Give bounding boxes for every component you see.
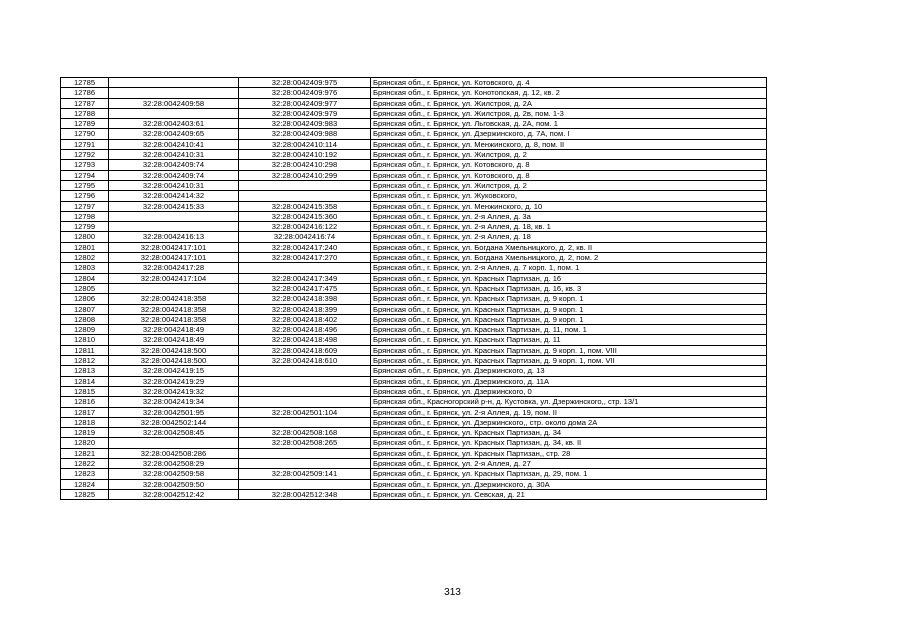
address-cell: Брянская обл., г. Брянск, ул. Красных Партизан, д. 9 корп. 1, пом. VII bbox=[371, 356, 767, 366]
address-cell: Брянская обл., г. Брянск, ул. Красных Партизан, д. 9 корп. 1 bbox=[371, 304, 767, 314]
table-row bbox=[61, 376, 767, 386]
row-number-cell: 12802 bbox=[61, 253, 109, 263]
object-cadastral-number-cell: 32:28:0042409:977 bbox=[239, 98, 371, 108]
land-cadastral-number-cell: 32:28:0042419:34 bbox=[109, 397, 239, 407]
address-cell: Брянская обл., г. Брянск, ул. Красных Партизан, д. 9 корп. 1 bbox=[371, 314, 767, 324]
address-cell: Брянская обл., г. Брянск, ул. 2-я Аллея, д. 27 bbox=[371, 458, 767, 468]
land-cadastral-number-cell: 32:28:0042410:41 bbox=[109, 139, 239, 149]
object-cadastral-number-cell: 32:28:0042415:358 bbox=[239, 201, 371, 211]
object-cadastral-number-cell bbox=[239, 386, 371, 396]
address-cell: Брянская обл., г. Брянск, ул. Богдана Хмельницкого, д. 2, пом. 2 bbox=[371, 253, 767, 263]
object-cadastral-number-cell bbox=[239, 448, 371, 458]
row-number-cell: 12788 bbox=[61, 108, 109, 118]
row-number-cell: 12819 bbox=[61, 428, 109, 438]
object-cadastral-number-cell: 32:28:0042509:141 bbox=[239, 469, 371, 479]
object-cadastral-number-cell: 32:28:0042410:298 bbox=[239, 160, 371, 170]
object-cadastral-number-cell: 32:28:0042415:360 bbox=[239, 211, 371, 221]
row-number-cell: 12789 bbox=[61, 119, 109, 129]
object-cadastral-number-cell: 32:28:0042417:270 bbox=[239, 253, 371, 263]
row-number-cell: 12823 bbox=[61, 469, 109, 479]
land-cadastral-number-cell bbox=[109, 222, 239, 232]
table-row bbox=[61, 438, 767, 448]
row-number-cell: 12825 bbox=[61, 489, 109, 499]
object-cadastral-number-cell bbox=[239, 180, 371, 190]
row-number-cell: 12790 bbox=[61, 129, 109, 139]
row-number-cell: 12814 bbox=[61, 376, 109, 386]
table-row bbox=[61, 222, 767, 232]
land-cadastral-number-cell bbox=[109, 108, 239, 118]
object-cadastral-number-cell: 32:28:0042410:299 bbox=[239, 170, 371, 180]
row-number-cell: 12812 bbox=[61, 356, 109, 366]
land-cadastral-number-cell: 32:28:0042502:144 bbox=[109, 417, 239, 427]
land-cadastral-number-cell bbox=[109, 88, 239, 98]
address-cell: Брянская обл., г. Брянск, ул. Котовского, д. 8 bbox=[371, 160, 767, 170]
row-number-cell: 12820 bbox=[61, 438, 109, 448]
land-cadastral-number-cell: 32:28:0042417:101 bbox=[109, 242, 239, 252]
table-row bbox=[61, 479, 767, 489]
land-cadastral-number-cell: 32:28:0042508:286 bbox=[109, 448, 239, 458]
land-cadastral-number-cell: 32:28:0042410:31 bbox=[109, 150, 239, 160]
land-cadastral-number-cell: 32:28:0042403:61 bbox=[109, 119, 239, 129]
address-cell: Брянская обл., г. Брянск, ул. Менжинского, д. 10 bbox=[371, 201, 767, 211]
object-cadastral-number-cell bbox=[239, 376, 371, 386]
object-cadastral-number-cell: 32:28:0042410:192 bbox=[239, 150, 371, 160]
land-cadastral-number-cell bbox=[109, 211, 239, 221]
table-row bbox=[61, 150, 767, 160]
row-number-cell: 12804 bbox=[61, 273, 109, 283]
row-number-cell: 12821 bbox=[61, 448, 109, 458]
row-number-cell: 12805 bbox=[61, 283, 109, 293]
row-number-cell: 12818 bbox=[61, 417, 109, 427]
table-row bbox=[61, 304, 767, 314]
table-row bbox=[61, 180, 767, 190]
table-row bbox=[61, 129, 767, 139]
land-cadastral-number-cell: 32:28:0042414:32 bbox=[109, 191, 239, 201]
address-cell: Брянская обл., г. Брянск, ул. Дзержинского, д. 30А bbox=[371, 479, 767, 489]
table-row bbox=[61, 345, 767, 355]
row-number-cell: 12796 bbox=[61, 191, 109, 201]
table-row bbox=[61, 428, 767, 438]
address-cell: Брянская обл., г. Брянск, ул. Красных Партизан,, стр. 28 bbox=[371, 448, 767, 458]
table-row bbox=[61, 78, 767, 88]
land-cadastral-number-cell: 32:28:0042418:49 bbox=[109, 335, 239, 345]
object-cadastral-number-cell bbox=[239, 366, 371, 376]
table-row bbox=[61, 417, 767, 427]
address-cell: Брянская обл., г. Брянск, ул. Красных Партизан, д. 16, кв. 3 bbox=[371, 283, 767, 293]
address-cell: Брянская обл., г. Брянск, ул. Дзержинского, д. 7А, пом. I bbox=[371, 129, 767, 139]
object-cadastral-number-cell: 32:28:0042409:988 bbox=[239, 129, 371, 139]
address-cell: Брянская обл., г. Брянск, ул. 2-я Аллея, д. 7 корп. 1, пом. 1 bbox=[371, 263, 767, 273]
object-cadastral-number-cell: 32:28:0042409:983 bbox=[239, 119, 371, 129]
land-cadastral-number-cell: 32:28:0042417:28 bbox=[109, 263, 239, 273]
address-cell: Брянская обл., г. Брянск, ул. Жилстроя, д. 2 bbox=[371, 150, 767, 160]
row-number-cell: 12815 bbox=[61, 386, 109, 396]
object-cadastral-number-cell: 32:28:0042501:104 bbox=[239, 407, 371, 417]
table-row bbox=[61, 201, 767, 211]
land-cadastral-number-cell bbox=[109, 283, 239, 293]
page-number: 313 bbox=[444, 587, 461, 598]
object-cadastral-number-cell: 32:28:0042508:168 bbox=[239, 428, 371, 438]
object-cadastral-number-cell: 32:28:0042512:348 bbox=[239, 489, 371, 499]
land-cadastral-number-cell: 32:28:0042509:58 bbox=[109, 469, 239, 479]
land-cadastral-number-cell: 32:28:0042417:104 bbox=[109, 273, 239, 283]
land-cadastral-number-cell: 32:28:0042512:42 bbox=[109, 489, 239, 499]
object-cadastral-number-cell: 32:28:0042418:609 bbox=[239, 345, 371, 355]
registry-table bbox=[60, 77, 767, 500]
object-cadastral-number-cell: 32:28:0042418:496 bbox=[239, 325, 371, 335]
address-cell: Брянская обл., Красногорский р-н, д. Кустовка, ул. Дзержинского,, стр. 13/1 bbox=[371, 397, 767, 407]
table-row bbox=[61, 458, 767, 468]
table-row bbox=[61, 88, 767, 98]
object-cadastral-number-cell: 32:28:0042418:610 bbox=[239, 356, 371, 366]
row-number-cell: 12813 bbox=[61, 366, 109, 376]
table-row bbox=[61, 294, 767, 304]
address-cell: Брянская обл., г. Брянск, ул. Менжинского, д. 8, пом. II bbox=[371, 139, 767, 149]
object-cadastral-number-cell: 32:28:0042417:475 bbox=[239, 283, 371, 293]
object-cadastral-number-cell: 32:28:0042416:122 bbox=[239, 222, 371, 232]
address-cell: Брянская обл., г. Брянск, ул. Красных Партизан, д. 9 корп. 1 bbox=[371, 294, 767, 304]
land-cadastral-number-cell: 32:28:0042419:15 bbox=[109, 366, 239, 376]
address-cell: Брянская обл., г. Брянск, ул. Котовского, д. 8 bbox=[371, 170, 767, 180]
row-number-cell: 12791 bbox=[61, 139, 109, 149]
land-cadastral-number-cell: 32:28:0042410:31 bbox=[109, 180, 239, 190]
table-row bbox=[61, 253, 767, 263]
object-cadastral-number-cell: 32:28:0042418:402 bbox=[239, 314, 371, 324]
address-cell: Брянская обл., г. Брянск, ул. Красных Партизан, д. 34, кв. II bbox=[371, 438, 767, 448]
table-row bbox=[61, 397, 767, 407]
table-row bbox=[61, 170, 767, 180]
table-row bbox=[61, 160, 767, 170]
table-row bbox=[61, 119, 767, 129]
table-row bbox=[61, 325, 767, 335]
object-cadastral-number-cell: 32:28:0042418:399 bbox=[239, 304, 371, 314]
row-number-cell: 12792 bbox=[61, 150, 109, 160]
row-number-cell: 12797 bbox=[61, 201, 109, 211]
land-cadastral-number-cell: 32:28:0042418:49 bbox=[109, 325, 239, 335]
object-cadastral-number-cell: 32:28:0042417:349 bbox=[239, 273, 371, 283]
address-cell: Брянская обл., г. Брянск, ул. Жилстроя, д. 2А bbox=[371, 98, 767, 108]
land-cadastral-number-cell bbox=[109, 438, 239, 448]
object-cadastral-number-cell: 32:28:0042418:498 bbox=[239, 335, 371, 345]
row-number-cell: 12787 bbox=[61, 98, 109, 108]
address-cell: Брянская обл., г. Брянск, ул. Котовского, д. 4 bbox=[371, 78, 767, 88]
table-row bbox=[61, 108, 767, 118]
row-number-cell: 12808 bbox=[61, 314, 109, 324]
row-number-cell: 12785 bbox=[61, 78, 109, 88]
address-cell: Брянская обл., г. Брянск, ул. 2-я Аллея, д. 18 bbox=[371, 232, 767, 242]
object-cadastral-number-cell: 32:28:0042416:74 bbox=[239, 232, 371, 242]
land-cadastral-number-cell: 32:28:0042409:74 bbox=[109, 160, 239, 170]
row-number-cell: 12794 bbox=[61, 170, 109, 180]
object-cadastral-number-cell: 32:28:0042418:398 bbox=[239, 294, 371, 304]
address-cell: Брянская обл., г. Брянск, ул. Красных Партизан, д. 9 корп. 1, пом. VIII bbox=[371, 345, 767, 355]
row-number-cell: 12824 bbox=[61, 479, 109, 489]
table-row bbox=[61, 242, 767, 252]
object-cadastral-number-cell: 32:28:0042508:265 bbox=[239, 438, 371, 448]
land-cadastral-number-cell: 32:28:0042509:50 bbox=[109, 479, 239, 489]
address-cell: Брянская обл., г. Брянск, ул. Конотопская, д. 12, кв. 2 bbox=[371, 88, 767, 98]
registry-table-body bbox=[61, 78, 767, 500]
object-cadastral-number-cell bbox=[239, 191, 371, 201]
object-cadastral-number-cell: 32:28:0042410:114 bbox=[239, 139, 371, 149]
address-cell: Брянская обл., г. Брянск, ул. Красных Партизан, д. 29, пом. 1 bbox=[371, 469, 767, 479]
object-cadastral-number-cell bbox=[239, 458, 371, 468]
land-cadastral-number-cell: 32:28:0042409:65 bbox=[109, 129, 239, 139]
table-row bbox=[61, 356, 767, 366]
row-number-cell: 12807 bbox=[61, 304, 109, 314]
table-row bbox=[61, 191, 767, 201]
address-cell: Брянская обл., г. Брянск, ул. Жуковского, bbox=[371, 191, 767, 201]
table-row bbox=[61, 98, 767, 108]
land-cadastral-number-cell: 32:28:0042418:500 bbox=[109, 356, 239, 366]
address-cell: Брянская обл., г. Брянск, ул. Дзержинского, 0 bbox=[371, 386, 767, 396]
address-cell: Брянская обл., г. Брянск, ул. Красных Партизан, д. 16 bbox=[371, 273, 767, 283]
address-cell: Брянская обл., г. Брянск, ул. Льговская, д. 2А, пом. 1 bbox=[371, 119, 767, 129]
table-row bbox=[61, 407, 767, 417]
table-row bbox=[61, 489, 767, 499]
table-row bbox=[61, 232, 767, 242]
address-cell: Брянская обл., г. Брянск, ул. Богдана Хмельницкого, д. 2, кв. II bbox=[371, 242, 767, 252]
address-cell: Брянская обл., г. Брянск, ул. 2-я Аллея, д. 19, пом. II bbox=[371, 407, 767, 417]
table-row bbox=[61, 263, 767, 273]
address-cell: Брянская обл., г. Брянск, ул. Жилстроя, д. 2 bbox=[371, 180, 767, 190]
row-number-cell: 12786 bbox=[61, 88, 109, 98]
land-cadastral-number-cell: 32:28:0042508:45 bbox=[109, 428, 239, 438]
land-cadastral-number-cell: 32:28:0042418:358 bbox=[109, 314, 239, 324]
object-cadastral-number-cell: 32:28:0042409:979 bbox=[239, 108, 371, 118]
object-cadastral-number-cell bbox=[239, 417, 371, 427]
land-cadastral-number-cell: 32:28:0042418:500 bbox=[109, 345, 239, 355]
row-number-cell: 12795 bbox=[61, 180, 109, 190]
row-number-cell: 12817 bbox=[61, 407, 109, 417]
land-cadastral-number-cell: 32:28:0042419:29 bbox=[109, 376, 239, 386]
address-cell: Брянская обл., г. Брянск, ул. Жилстроя, д. 2в, пом. 1-3 bbox=[371, 108, 767, 118]
object-cadastral-number-cell: 32:28:0042409:976 bbox=[239, 88, 371, 98]
row-number-cell: 12811 bbox=[61, 345, 109, 355]
address-cell: Брянская обл., г. Брянск, ул. Дзержинского, д. 11А bbox=[371, 376, 767, 386]
table-row bbox=[61, 139, 767, 149]
land-cadastral-number-cell: 32:28:0042508:29 bbox=[109, 458, 239, 468]
land-cadastral-number-cell: 32:28:0042417:101 bbox=[109, 253, 239, 263]
land-cadastral-number-cell: 32:28:0042418:358 bbox=[109, 304, 239, 314]
row-number-cell: 12806 bbox=[61, 294, 109, 304]
address-cell: Брянская обл., г. Брянск, ул. Дзержинского, д. 13 bbox=[371, 366, 767, 376]
table-row bbox=[61, 386, 767, 396]
land-cadastral-number-cell: 32:28:0042419:32 bbox=[109, 386, 239, 396]
table-row bbox=[61, 314, 767, 324]
table-row bbox=[61, 273, 767, 283]
address-cell: Брянская обл., г. Брянск, ул. 2-я Аллея, д. 3а bbox=[371, 211, 767, 221]
address-cell: Брянская обл., г. Брянск, ул. Красных Партизан, д. 11 bbox=[371, 335, 767, 345]
row-number-cell: 12803 bbox=[61, 263, 109, 273]
object-cadastral-number-cell: 32:28:0042417:240 bbox=[239, 242, 371, 252]
address-cell: Брянская обл., г. Брянск, ул. Севская, д. 21 bbox=[371, 489, 767, 499]
land-cadastral-number-cell: 32:28:0042418:358 bbox=[109, 294, 239, 304]
table-row bbox=[61, 469, 767, 479]
address-cell: Брянская обл., г. Брянск, ул. Красных Партизан, д. 11, пом. 1 bbox=[371, 325, 767, 335]
object-cadastral-number-cell bbox=[239, 397, 371, 407]
row-number-cell: 12810 bbox=[61, 335, 109, 345]
land-cadastral-number-cell: 32:28:0042416:13 bbox=[109, 232, 239, 242]
land-cadastral-number-cell: 32:28:0042415:33 bbox=[109, 201, 239, 211]
land-cadastral-number-cell: 32:28:0042409:58 bbox=[109, 98, 239, 108]
row-number-cell: 12800 bbox=[61, 232, 109, 242]
table-row bbox=[61, 448, 767, 458]
table-row bbox=[61, 283, 767, 293]
object-cadastral-number-cell: 32:28:0042409:975 bbox=[239, 78, 371, 88]
land-cadastral-number-cell bbox=[109, 78, 239, 88]
row-number-cell: 12793 bbox=[61, 160, 109, 170]
land-cadastral-number-cell: 32:28:0042501:95 bbox=[109, 407, 239, 417]
object-cadastral-number-cell bbox=[239, 263, 371, 273]
table-row bbox=[61, 211, 767, 221]
land-cadastral-number-cell: 32:28:0042409:74 bbox=[109, 170, 239, 180]
table-row bbox=[61, 335, 767, 345]
row-number-cell: 12809 bbox=[61, 325, 109, 335]
object-cadastral-number-cell bbox=[239, 479, 371, 489]
table-row bbox=[61, 366, 767, 376]
address-cell: Брянская обл., г. Брянск, ул. Дзержинского,, стр. около дома 2А bbox=[371, 417, 767, 427]
row-number-cell: 12816 bbox=[61, 397, 109, 407]
row-number-cell: 12801 bbox=[61, 242, 109, 252]
row-number-cell: 12799 bbox=[61, 222, 109, 232]
address-cell: Брянская обл., г. Брянск, ул. Красных Партизан, д. 34 bbox=[371, 428, 767, 438]
row-number-cell: 12798 bbox=[61, 211, 109, 221]
row-number-cell: 12822 bbox=[61, 458, 109, 468]
address-cell: Брянская обл., г. Брянск, ул. 2-я Аллея, д. 18, кв. 1 bbox=[371, 222, 767, 232]
